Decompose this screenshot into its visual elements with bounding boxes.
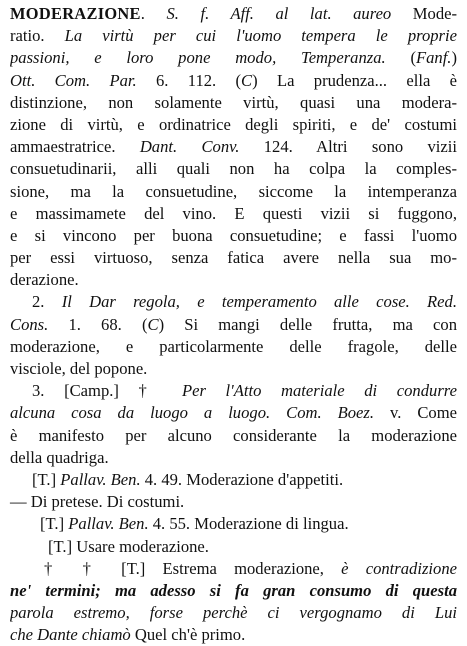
entry-line-9 [10,181,457,203]
text-run: parola estremo, forse perchè ci vergognamo di Lui [10,603,457,623]
text-run: al lat. aureo [275,4,392,23]
text-run: [T.] [40,514,69,534]
sense-3-line-3 [10,425,457,447]
text-run: che Dante chiamò [10,625,131,645]
text-run: 6. 112. ( [136,70,242,90]
entry-line-4 [10,70,457,92]
text-run: distinzione, non solamente virtù, quasi una modera- [10,92,457,112]
text-run: Mode- [391,4,457,23]
text-run: derazione. [10,270,79,290]
entry-line-10 [10,203,457,225]
text-run: e si vincono per buona consuetudine; e fassi l'uomo [10,225,457,245]
text-run: Per l'Atto materiale di condurre [181,381,457,401]
subsense-pretese [10,491,457,513]
text-run: 124. Altri sono vizii [239,137,457,157]
text-run: passioni, e loro pone modo, Temperanza. [10,48,386,68]
dictionary-entry [10,3,457,646]
text-run: alcuna cosa da luogo a luogo. Com. Boez. [10,403,375,423]
text-run: [T.] Usare moderazione. [48,536,209,556]
entry-line-1 [10,3,457,25]
text-run: 3. [Camp.] † [32,381,182,401]
text-run: S. f. Aff. [166,4,254,23]
entry-line-7 [10,136,457,158]
text-run: 4. 49. Moderazione d'appetiti. [140,469,344,489]
entry-line-11 [10,225,457,247]
text-run: [T.] [32,469,61,489]
text-run: La virtù per cui l'uomo tempera le proprie [64,26,457,46]
text-run: e massimamete del vino. E questi vizii si fuggono, [10,203,457,223]
text-run: moderazione, e particolarmente delle fragole, delle [10,336,457,356]
text-run: ammaestratrice. [10,137,140,157]
text-run: è manifesto per alcuno considerante la moderazione [10,425,457,445]
text-run: Pallav. Ben. [68,514,149,534]
entry-line-12 [10,247,457,269]
text-run: C [147,314,159,334]
subsense-estrema-line-4 [10,624,457,646]
text-run: ( [385,48,416,68]
sense-2-line-1 [10,291,457,313]
subsense-usare [10,536,457,558]
sense-3-line-4 [10,447,457,469]
text-run: 4. 55. Moderazione di lingua. [148,514,349,534]
entry-line-13 [10,269,457,291]
entry-line-8 [10,158,457,180]
text-run [254,4,276,23]
text-run: è contradizione [341,558,457,578]
text-run: zione di virtù, e ordinatrice degli spiriti, e de' costumi [10,114,457,134]
text-run: C [241,70,253,90]
text-run: ne' termini; ma adesso si fa gran consumo di questa [10,580,457,600]
text-run: visciole, del popone. [10,359,148,378]
text-run: . [140,4,167,23]
subsense-estrema-line-2 [10,580,457,602]
sense-2-line-3 [10,336,457,358]
text-run: Pallav. Ben. [60,469,141,489]
text-run: 1. 68. ( [48,314,148,334]
text-run: sione, ma la consuetudine, siccome la intemperanza [10,181,457,201]
subsense-estrema-line-1 [10,558,457,580]
entry-line-6 [10,114,457,136]
sense-3-line-2 [10,402,457,424]
text-run: Quel ch'è primo. [130,625,246,645]
citation-pallav-55 [10,513,457,535]
text-run: Cons. [10,314,49,334]
text-run: ) Si mangi delle frutta, ma con [158,314,457,334]
text-run: 2. [32,292,62,312]
sense-2-line-4 [10,358,457,380]
sense-2-line-2 [10,314,457,336]
text-run: ) La prudenza... ella è [252,70,457,90]
entry-line-2 [10,25,457,47]
text-run: Fanf. [415,48,452,68]
text-run: consuetudinarii, alli quali non ha colpa la comples- [10,159,457,179]
text-run: † † [T.] Estrema moderazione, [44,558,342,578]
text-run: per essi virtuoso, senza fatica avere nella sua mo- [10,248,457,268]
text-run: della quadriga. [10,447,109,467]
citation-pallav-49 [10,469,457,491]
text-run: Il Dar regola, e temperamento alle cose. Red. [61,292,457,312]
headword: MODERAZIONE [10,4,141,23]
sense-3-line-1 [10,380,457,402]
text-run: — Di pretese. Di costumi. [10,492,185,512]
text-run: v. Come [374,403,457,423]
text-run: ) [451,48,457,68]
text-run: ratio. [10,26,65,46]
text-run: Ott. Com. Par. [10,70,137,90]
entry-line-3 [10,47,457,69]
entry-line-5 [10,92,457,114]
text-run: Dant. Conv. [139,137,240,157]
